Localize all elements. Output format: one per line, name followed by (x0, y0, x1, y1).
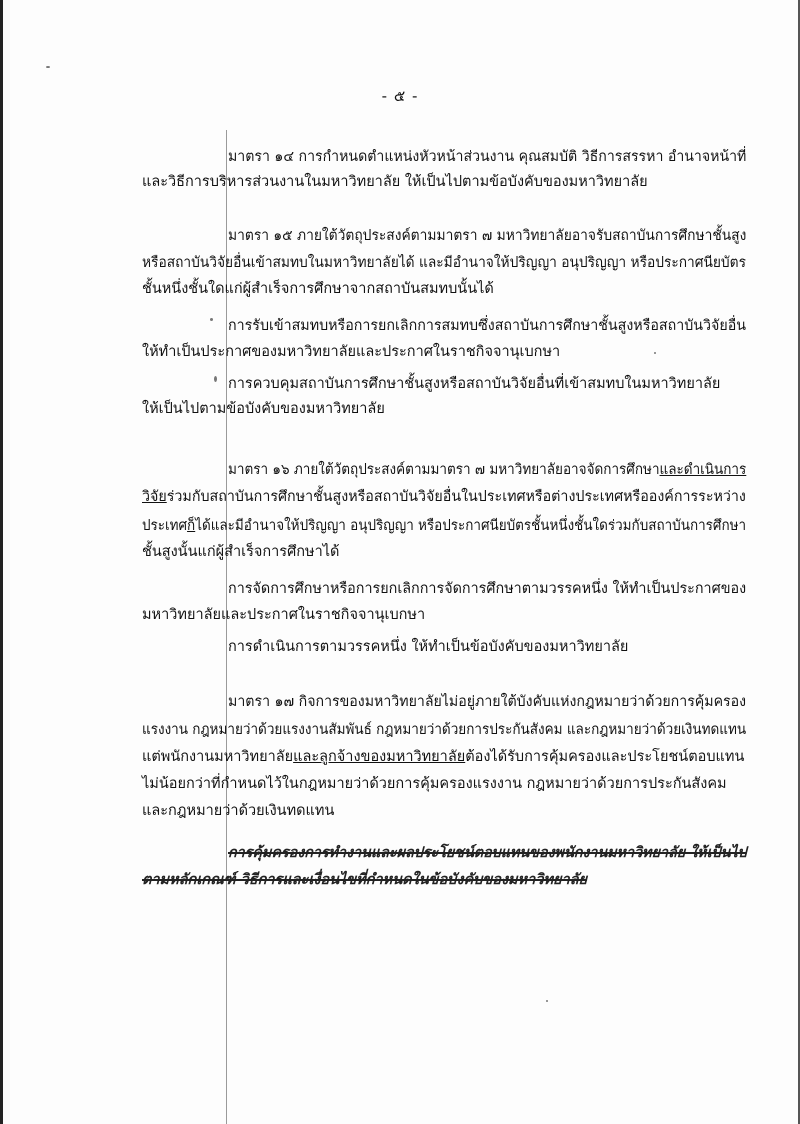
section-16-line-1-text: มาตรา ๑๖ ภายใต้วัตถุประสงค์ตามมาตรา ๗ มหาวิทยาลัยอาจจัดการศึกษา (228, 462, 660, 478)
section-15-line-3: ชั้นหนึ่งชั้นใดแก่ผู้สำเร็จการศึกษาจากสถาบันสมทบนั้นได้ (142, 281, 494, 297)
section-16-line-2-text: ร่วมกับสถาบันการศึกษาชั้นสูงหรือสถาบันวิจัยอื่นในประเทศหรือต่างประเทศหรือองค์การระหว่าง (166, 489, 746, 505)
page-number: - ๕ - (381, 87, 419, 105)
section-16-line-1 (228, 459, 746, 481)
section-17-line-5: และกฎหมายว่าด้วยเงินทดแทน (142, 803, 335, 819)
section-15-line-5: ให้ทำเป็นประกาศของมหาวิทยาลัยและประกาศในราชกิจจานุเบกษา (142, 344, 561, 360)
section-15-line-1: มาตรา ๑๕ ภายใต้วัตถุประสงค์ตามมาตรา ๗ มหาวิทยาลัยอาจรับสถาบันการศึกษาชั้นสูง (228, 228, 747, 244)
section-14-line-2: และวิธีการบริหารส่วนงานในมหาวิทยาลัย ให้เป็นไปตามข้อบังคับของมหาวิทยาลัย (142, 174, 648, 190)
scan-speck (546, 1000, 548, 1002)
section-15-line-6: การควบคุมสถาบันการศึกษาชั้นสูงหรือสถาบันวิจัยอื่นที่เข้าสมทบในมหาวิทยาลัย (228, 376, 721, 392)
section-17-line-3-text-b: ต้องได้รับการคุ้มครองและประโยชน์ตอบแทน (465, 749, 745, 765)
section-17-deleted-line-1: การคุ้มครองการทำงานและผลประโยชน์ตอบแทนของพนักงานมหาวิทยาลัย ให้เป็นไป (228, 845, 747, 861)
section-16-line-7: การดำเนินการตามวรรคหนึ่ง ให้ทำเป็นข้อบังคับของมหาวิทยาลัย (228, 639, 629, 655)
section-16-inserted-text-cont: วิจัย (142, 489, 167, 505)
scan-speck (210, 318, 213, 321)
section-17-inserted-text: และลูกจ้างของมหาวิทยาลัย (293, 749, 466, 765)
section-16-line-4: ชั้นสูงนั้นแก่ผู้สำเร็จการศึกษาได้ (142, 544, 340, 560)
section-16-line-2 (142, 486, 746, 508)
section-16-line-5: การจัดการศึกษาหรือการยกเลิกการจัดการศึกษาตามวรรคหนึ่ง ให้ทำเป็นประกาศของ (228, 581, 747, 597)
section-16-line-3-text-a: ประเทศ (142, 518, 188, 534)
section-16-inserted-word: ก็ (187, 518, 196, 534)
scan-speck (214, 376, 217, 382)
scan-speck (654, 352, 656, 354)
scan-edge-left (0, 0, 3, 1124)
section-14-line-1: มาตรา ๑๔ การกำหนดตำแหน่งหัวหน้าส่วนงาน คุณสมบัติ วิธีการสรรหา อำนาจหน้าที่ (228, 149, 747, 165)
section-17-line-3-text-a: แต่พนักงานมหาวิทยาลัย (142, 749, 294, 765)
section-15-line-2: หรือสถาบันวิจัยอื่นเข้าสมทบในมหาวิทยาลัยได้ และมีอำนาจให้ปริญญา อนุปริญญา หรือประกาศนียบัตร (142, 255, 746, 271)
section-17-line-4: ไม่น้อยกว่าที่กำหนดไว้ในกฎหมายว่าด้วยการคุ้มครองแรงงาน กฎหมายว่าด้วยการประกันสังคม (142, 776, 727, 792)
section-17-line-3 (142, 746, 744, 768)
scan-speck (46, 66, 50, 68)
section-17-line-2: แรงงาน กฎหมายว่าด้วยแรงงานสัมพันธ์ กฎหมายว่าด้วยการประกันสังคม และกฎหมายว่าด้วยเงินทดแทน (142, 722, 747, 738)
section-15-line-7: ให้เป็นไปตามข้อบังคับของมหาวิทยาลัย (142, 401, 385, 417)
section-16-line-6: มหาวิทยาลัยและประกาศในราชกิจจานุเบกษา (142, 607, 426, 623)
section-16-line-3 (142, 515, 746, 537)
section-17-line-1: มาตรา ๑๗ กิจการของมหาวิทยาลัยไม่อยู่ภายใต้บังคับแห่งกฎหมายว่าด้วยการคุ้มครอง (228, 694, 747, 710)
section-17-deleted-line-2: ตามหลักเกณฑ์ วิธีการและเงื่อนไขที่กำหนดในข้อบังคับของมหาวิทยาลัย (142, 872, 588, 888)
section-16-inserted-text: และดำเนินการ (659, 462, 747, 478)
section-16-line-3-text-b: ได้และมีอำนาจให้ปริญญา อนุปริญญา หรือประกาศนียบัตรชั้นหนึ่งชั้นใดร่วมกับสถาบันการศึกษา (195, 518, 747, 534)
section-15-line-4: การรับเข้าสมทบหรือการยกเลิกการสมทบซึ่งสถาบันการศึกษาชั้นสูงหรือสถาบันวิจัยอื่น (228, 318, 747, 334)
